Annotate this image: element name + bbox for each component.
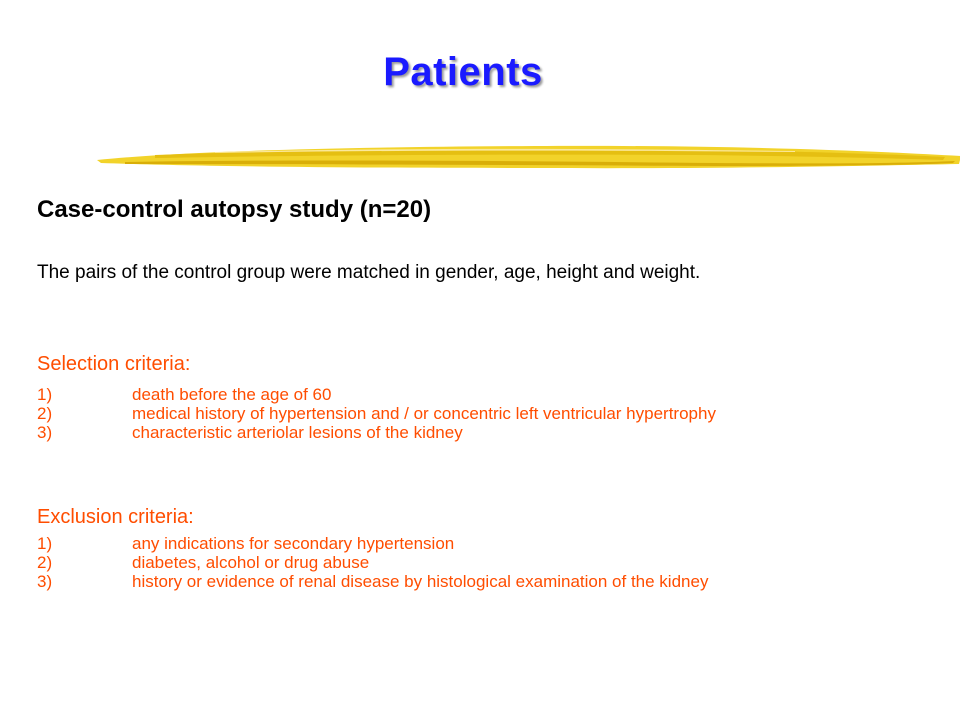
list-item [37,553,917,572]
slide-title: Patients [383,50,543,94]
list-item-text: any indications for secondary hypertension [132,534,455,553]
list-item-text: medical history of hypertension and / or concentric left ventricular hypertrophy [132,404,716,423]
selection-criteria-title: Selection criteria: [37,353,191,375]
list-item-number: 3) [37,423,53,442]
list-item [37,423,917,442]
list-item-number: 2) [37,404,53,423]
list-item-number: 3) [37,572,53,591]
exclusion-criteria-title: Exclusion criteria: [37,506,194,528]
list-item-text: characteristic arteriolar lesions of the kidney [132,423,463,442]
list-item [37,385,917,404]
selection-criteria-list [37,385,917,442]
matching-description: The pairs of the control group were matched in gender, age, height and weight. [37,262,701,283]
title-underline-brush-stroke [95,138,960,178]
list-item-text: death before the age of 60 [132,385,332,404]
study-heading: Case-control autopsy study (n=20) [37,196,432,223]
list-item-number: 2) [37,553,53,572]
list-item [37,534,917,553]
list-item [37,404,917,423]
list-item-number: 1) [37,385,53,404]
list-item [37,572,917,591]
list-item-text: diabetes, alcohol or drug abuse [132,553,370,572]
list-item-text: history or evidence of renal disease by histological examination of the kidney [132,572,709,591]
exclusion-criteria-list [37,534,917,591]
list-item-number: 1) [37,534,53,553]
